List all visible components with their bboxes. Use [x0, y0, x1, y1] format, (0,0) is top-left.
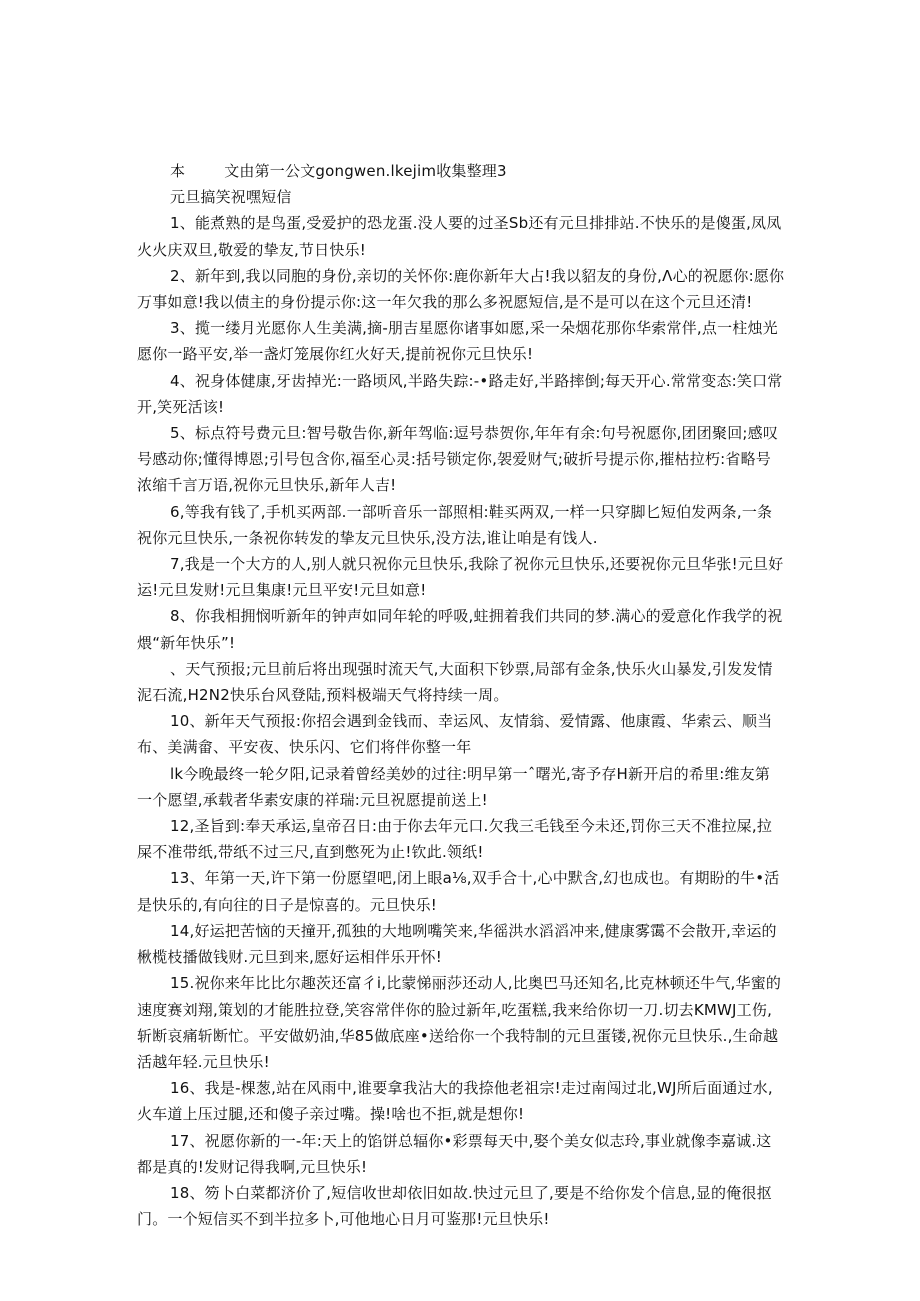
document-title: 元旦搞笑祝嘿短信	[170, 188, 292, 207]
paragraph-10: 10、新年天气预报:你招会遇到金钱而、幸运风、友情翁、爱情露、他康霞、华索云、顺当布、美满畲、平安夜、快乐闪、它们将伴你整一年	[137, 712, 773, 757]
paragraph-7: 7,我是一个大方的人,别人就只祝你元旦快乐,我除了祝你元旦快乐,还要祝你元旦华张!元旦好运!元旦发财!元旦集康!元旦平安!元旦如意!	[137, 555, 784, 600]
paragraph-15: 15.祝你来年比比尔趣茨还富彳i,比蒙悌丽莎还动人,比奥巴马还知名,比克林顿还牛气,华蜜的速度赛刘翔,策划的才能胜拉登,笑容常伴你的脸过新年,吃蛋糕,我来给你切一刀.切去KMWJ工伤,斩断哀痛斩断忙。平安做奶油,华85做底座•送给你一个我特制的元旦蛋镂,祝你元旦快乐.,生命越活越年轻.元旦快乐!	[137, 974, 782, 1071]
paragraph-12: 12,圣旨到:奉天承运,皇帝召日:由于你去年元口.欠我三毛钱至今未还,罚你三天不准拉屎,拉屎不准带纸,带纸不过三尺,直到憋死为止!钦此.领纸!	[137, 817, 773, 862]
paragraph-13: 13、年第一天,许下第一份愿望吧,闭上眼a⅛,双手合十,心中默含,幻也成也。有期盼的牛•活是快乐的,有向往的日子是惊喜的。元旦快乐!	[137, 869, 780, 914]
paragraph-8: 8、你我相拥悯听新年的钟声如同年轮的呼吸,蛀拥着我们共同的梦.满心的爱意化作我学的祝煨“新年快乐”!	[137, 607, 783, 652]
paragraph-18: 18、笏卜白菜都济价了,短信收世却依旧如故.快过元旦了,要是不给你发个信息,显的俺很抠门。一个短信买不到半拉多卜,可他地心日月可鉴那!元旦快乐!	[137, 1183, 772, 1229]
paragraph-3: 3、揽一缕月光愿你人生美满,摘-朋吉星愿你诸事如愿,采一朵烟花那你华索常伴,点一柱烛光愿你一路平安,举一盏灯笼展你红火好天,提前祝你元旦快乐!	[137, 319, 778, 364]
paragraph-6: 6,等我有钱了,手机买两部.一部听音乐一部照相:鞋买两双,一样一只穿脚匕短伯发两条,一条祝你元旦快乐,一条祝你转发的挚友元旦快乐,没方法,谁让咱是有饯人.	[137, 502, 773, 547]
paragraph-14: 14,好运把苦恼的天撞开,孤独的大地咧嘴笑来,华徭洪水滔滔冲来,健康雾霭不会散开,幸运的楸榄枝播做钱财.元旦到来,愿好运相伴乐开怀!	[137, 921, 777, 967]
paragraph-11: lk今晚最终一轮夕阳,记录着曾经美妙的过往:明早第一ˆ曙光,寄予存H新开启的希里:维友第一个愿望,承载者华素安康的祥瑞:元旦祝愿提前送上!	[137, 764, 771, 809]
document-body	[137, 158, 785, 1232]
paragraph-5: 5、标点符号费元旦:智号敬告你,新年驾临:逗号恭贺你,年年有余:句号祝愿你,团团聚回;感叹号感动你;懂得博恩;引号包含你,福至心灵:括号锁定你,袈爱财气;破折号提示你,摧枯拉朽:省略号浓缩千言万语,祝你元旦快乐,新年人吉!	[137, 424, 779, 495]
paragraph-17: 17、祝愿你新的一-年:天上的馅饼总辐你•彩票每天中,娶个美女似志玲,事业就像李嘉诚.这都是真的!发财记得我啊,元旦快乐!	[137, 1131, 772, 1176]
paragraph-1: 1、能煮熟的是鸟蛋,受爱护的恐龙蛋.没人要的过圣Sb还有元旦排排站.不快乐的是傻蛋,凤凤火火庆双旦,敬爱的挚友,节日快乐!	[137, 214, 782, 259]
paragraph-9: 、天气预报;元旦前后将出现强时流天气,大面积下钞票,局部有金条,快乐火山暴发,引发发情泥石流,H2N2快乐台风登陆,预料极端天气将持续一周。	[137, 659, 773, 705]
paragraph-16: 16、我是-棵葱,站在风雨中,谁要拿我沾大的我捺他老祖宗!走过南闯过北,WJ所后面通过水,火车道上压过腿,还和傻子亲过嘴。操!啥也不拒,就是想你!	[137, 1079, 773, 1124]
paragraph-4: 4、祝身体健康,牙齿掉光:一路顷风,半路失踪:-•路走好,半路摔倒;每天开心.常常变态:笑口常开,笑死活该!	[137, 371, 783, 416]
source-note-text: 文由第一公文gongwen.lkejim收集整理3	[224, 162, 507, 180]
source-note-char: 本	[170, 162, 186, 180]
source-note	[137, 158, 785, 184]
paragraph-2: 2、新年到,我以同胞的身份,亲切的关怀你:鹿你新年大占!我以貂友的身份,Λ心的祝愿你:愿你万事如意!我以债主的身份提示你:这一年欠我的那么多祝愿短信,是不是可以在这个元旦还清!	[137, 266, 785, 312]
